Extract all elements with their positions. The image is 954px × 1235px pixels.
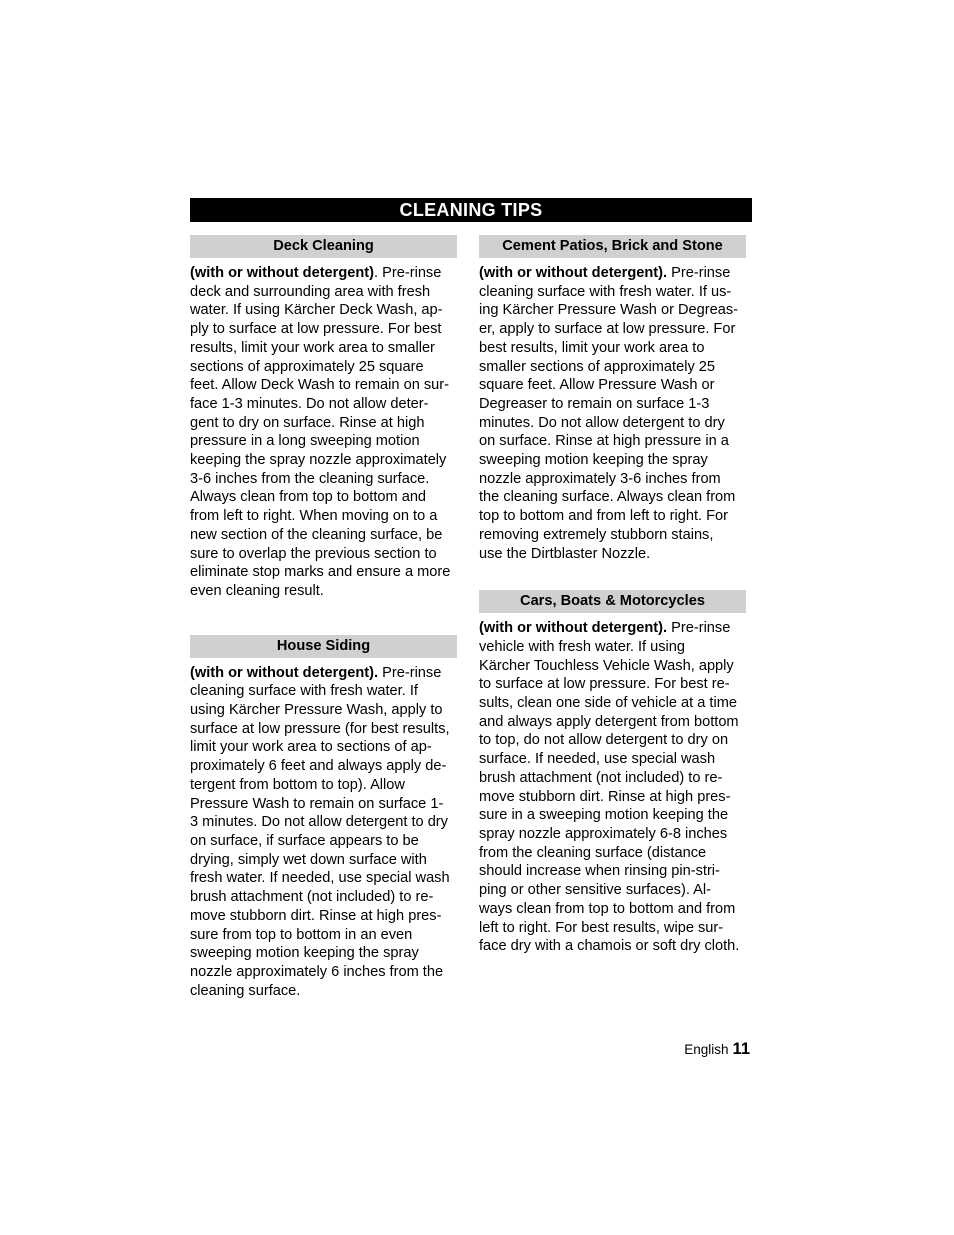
body-line: square feet. Allow Pressure Wash or: [479, 377, 715, 394]
body-line: water. If using Kärcher Deck Wash, ap-: [190, 302, 443, 319]
section-body: [190, 664, 462, 1001]
body-line: vehicle with fresh water. If using: [479, 638, 686, 655]
body-line: proximately 6 feet and always apply de-: [190, 758, 447, 775]
body-line: top to bottom and from left to right. For: [479, 508, 729, 525]
body-line: Degreaser to remain on surface 1-3: [479, 395, 710, 412]
detergent-lead: (with or without detergent).: [479, 620, 668, 637]
body-line: from the cleaning surface (distance: [479, 844, 707, 861]
body-line: fresh water. If needed, use special wash: [190, 870, 450, 887]
body-line-text: Pre-rinse: [667, 620, 731, 637]
body-line: should increase when rinsing pin-stri-: [479, 863, 720, 880]
body-line: spray nozzle approximately 6-8 inches: [479, 825, 728, 842]
body-line: using Kärcher Pressure Wash, apply to: [190, 702, 443, 719]
body-line: keeping the spray nozzle approximately: [190, 452, 447, 469]
body-line: brush attachment (not included) to re-: [190, 889, 434, 906]
body-line: cleaning surface with fresh water. If: [190, 683, 418, 700]
body-line: ply to surface at low pressure. For best: [190, 321, 442, 338]
body-line: even cleaning result.: [190, 582, 324, 599]
body-line: 3 minutes. Do not allow detergent to dry: [190, 814, 448, 831]
body-line-text: Pre-rinse: [378, 664, 442, 681]
body-line: Always clean from top to bottom and: [190, 489, 427, 506]
section-body: [190, 264, 462, 601]
body-line: on surface, if surface appears to be: [190, 832, 419, 849]
body-line: ping or other sensitive surfaces). Al-: [479, 882, 711, 899]
body-line: smaller sections of approximately 25: [479, 358, 716, 375]
body-line: to surface at low pressure. For best re-: [479, 676, 730, 693]
body-line: 3-6 inches from the cleaning surface.: [190, 470, 430, 487]
section-deck-cleaning: [190, 235, 462, 601]
body-line: feet. Allow Deck Wash to remain on sur-: [190, 377, 450, 394]
body-line: move stubborn dirt. Rinse at high pres-: [479, 788, 731, 805]
body-line: on surface. Rinse at high pressure in a: [479, 433, 729, 450]
body-line: from left to right. When moving on to a: [190, 508, 438, 525]
body-line-text: . Pre-rinse: [374, 265, 442, 281]
section-body: [479, 619, 751, 956]
body-line: surface at low pressure (for best results,: [190, 720, 450, 737]
body-line: nozzle approximately 6 inches from the: [190, 963, 444, 980]
section-house-siding: [190, 635, 462, 1001]
body-line: cleaning surface.: [190, 982, 301, 999]
body-line: minutes. Do not allow detergent to dry: [479, 414, 725, 431]
body-line: brush attachment (not included) to re-: [479, 769, 723, 786]
section-vehicles: [479, 590, 751, 956]
body-line-text: Pre-rinse: [667, 265, 731, 281]
body-line: ing Kärcher Pressure Wash or Degreas-: [479, 302, 739, 319]
body-line: results, limit your work area to smaller: [190, 339, 435, 356]
body-line: surface. If needed, use special wash: [479, 751, 716, 768]
body-line: [190, 664, 462, 683]
detergent-lead: (with or without detergent): [190, 265, 375, 281]
body-line: new section of the cleaning surface, be: [190, 526, 443, 543]
body-line: left to right. For best results, wipe sur-: [479, 919, 724, 936]
page-footer: [620, 1038, 750, 1061]
body-line: eliminate stop marks and ensure a more: [190, 564, 451, 581]
section-body: [479, 264, 751, 563]
body-line: sweeping motion keeping the spray: [479, 452, 708, 469]
footer-language: English: [684, 1042, 729, 1057]
body-line: gent to dry on surface. Rinse at high: [190, 414, 425, 431]
right-column: [479, 235, 751, 956]
body-line: face 1-3 minutes. Do not allow deter-: [190, 395, 429, 412]
section-cement-patios: [479, 235, 751, 563]
body-line: [479, 264, 751, 283]
body-line: limit your work area to sections of ap-: [190, 739, 432, 756]
body-line: deck and surrounding area with fresh: [190, 283, 431, 300]
left-column: [190, 235, 462, 1000]
body-line: removing extremely stubborn stains,: [479, 526, 714, 543]
body-line: drying, simply wet down surface with: [190, 851, 427, 868]
body-line: use the Dirtblaster Nozzle.: [479, 545, 651, 562]
body-line: move stubborn dirt. Rinse at high pres-: [190, 907, 442, 924]
body-line: ways clean from top to bottom and from: [479, 900, 736, 917]
body-line: sults, clean one side of vehicle at a time: [479, 695, 737, 712]
section-heading: Deck Cleaning: [190, 235, 457, 258]
body-line: and always apply detergent from bottom: [479, 713, 739, 730]
page-number: 11: [732, 1040, 750, 1058]
section-heading: Cars, Boats & Motorcycles: [479, 590, 746, 613]
body-line: sure in a sweeping motion keeping the: [479, 807, 729, 824]
body-line: face dry with a chamois or soft dry cloth.: [479, 938, 740, 955]
body-line: pressure in a long sweeping motion: [190, 433, 420, 450]
page-title: CLEANING TIPS: [190, 198, 752, 222]
body-line: cleaning surface with fresh water. If us-: [479, 283, 732, 300]
body-line: best results, limit your work area to: [479, 339, 705, 356]
section-heading: House Siding: [190, 635, 457, 658]
body-line: tergent from bottom to top). Allow: [190, 776, 405, 793]
body-line: to top, do not allow detergent to dry on: [479, 732, 729, 749]
detergent-lead: (with or without detergent).: [479, 265, 668, 281]
body-line: sweeping motion keeping the spray: [190, 945, 419, 962]
body-line: er, apply to surface at low pressure. For: [479, 321, 736, 338]
body-line: [190, 264, 462, 283]
body-line: Kärcher Touchless Vehicle Wash, apply: [479, 657, 734, 674]
body-line: sections of approximately 25 square: [190, 358, 424, 375]
body-line: [479, 619, 751, 638]
body-line: the cleaning surface. Always clean from: [479, 489, 736, 506]
body-line: Pressure Wash to remain on surface 1-: [190, 795, 444, 812]
body-line: sure to overlap the previous section to: [190, 545, 437, 562]
body-line: nozzle approximately 3-6 inches from: [479, 470, 721, 487]
detergent-lead: (with or without detergent).: [190, 664, 379, 681]
section-heading: Cement Patios, Brick and Stone: [479, 235, 746, 258]
body-line: sure from top to bottom in an even: [190, 926, 413, 943]
